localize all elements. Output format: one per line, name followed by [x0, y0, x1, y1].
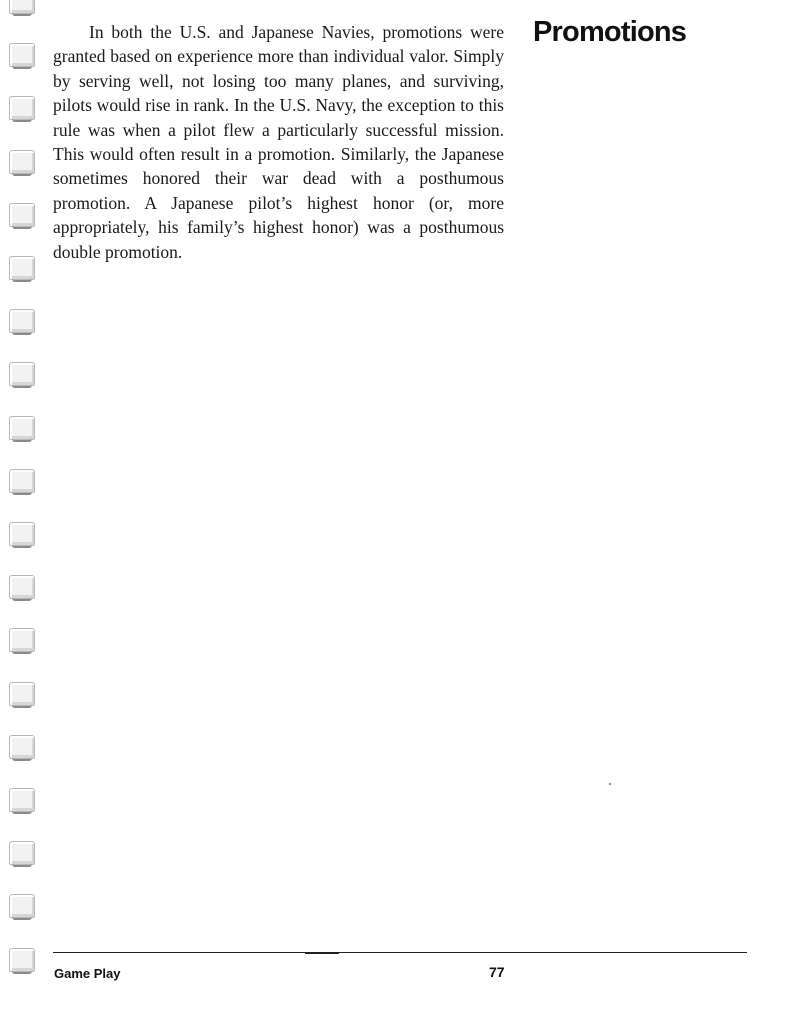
binder-ring: [9, 788, 35, 812]
section-heading: Promotions: [533, 16, 687, 48]
footer-chapter-title: Game Play: [54, 966, 121, 981]
binder-ring: [9, 150, 35, 174]
footer-rule-accent: [305, 952, 339, 954]
binder-ring: [9, 362, 35, 386]
binder-ring: [9, 522, 35, 546]
binder-ring: [9, 682, 35, 706]
binder-ring: [9, 0, 35, 14]
binder-ring: [9, 575, 35, 599]
binder-ring: [9, 841, 35, 865]
binder-ring: [9, 256, 35, 280]
page-number: 77: [489, 964, 505, 980]
footer-rule: [53, 952, 747, 953]
binder-ring: [9, 735, 35, 759]
binder-ring: [9, 43, 35, 67]
promotions-paragraph: In both the U.S. and Japanese Navies, promotions were granted based on experience more than individual valor. Simply by serving well, not losing too many planes, and surviving, pilots would rise in rank. In the U.S. Navy, the exception to this rule was when a pilot flew a particularly successful mission. This would often result in a promotion. Similarly, the Japanese sometimes honored their war dead with a posthumous promotion. A Japanese pilot’s highest honor (or, more appropriately, his family’s highest honor) was a posthumous double promotion.: [53, 22, 504, 262]
binder-ring: [9, 894, 35, 918]
binder-ring: [9, 416, 35, 440]
binder-ring: [9, 96, 35, 120]
binder-rings: [0, 0, 42, 1031]
binder-ring: [9, 948, 35, 972]
binder-ring: [9, 203, 35, 227]
binder-ring: [9, 469, 35, 493]
binder-ring: [9, 309, 35, 333]
scan-speck: [609, 783, 611, 785]
binder-ring: [9, 628, 35, 652]
